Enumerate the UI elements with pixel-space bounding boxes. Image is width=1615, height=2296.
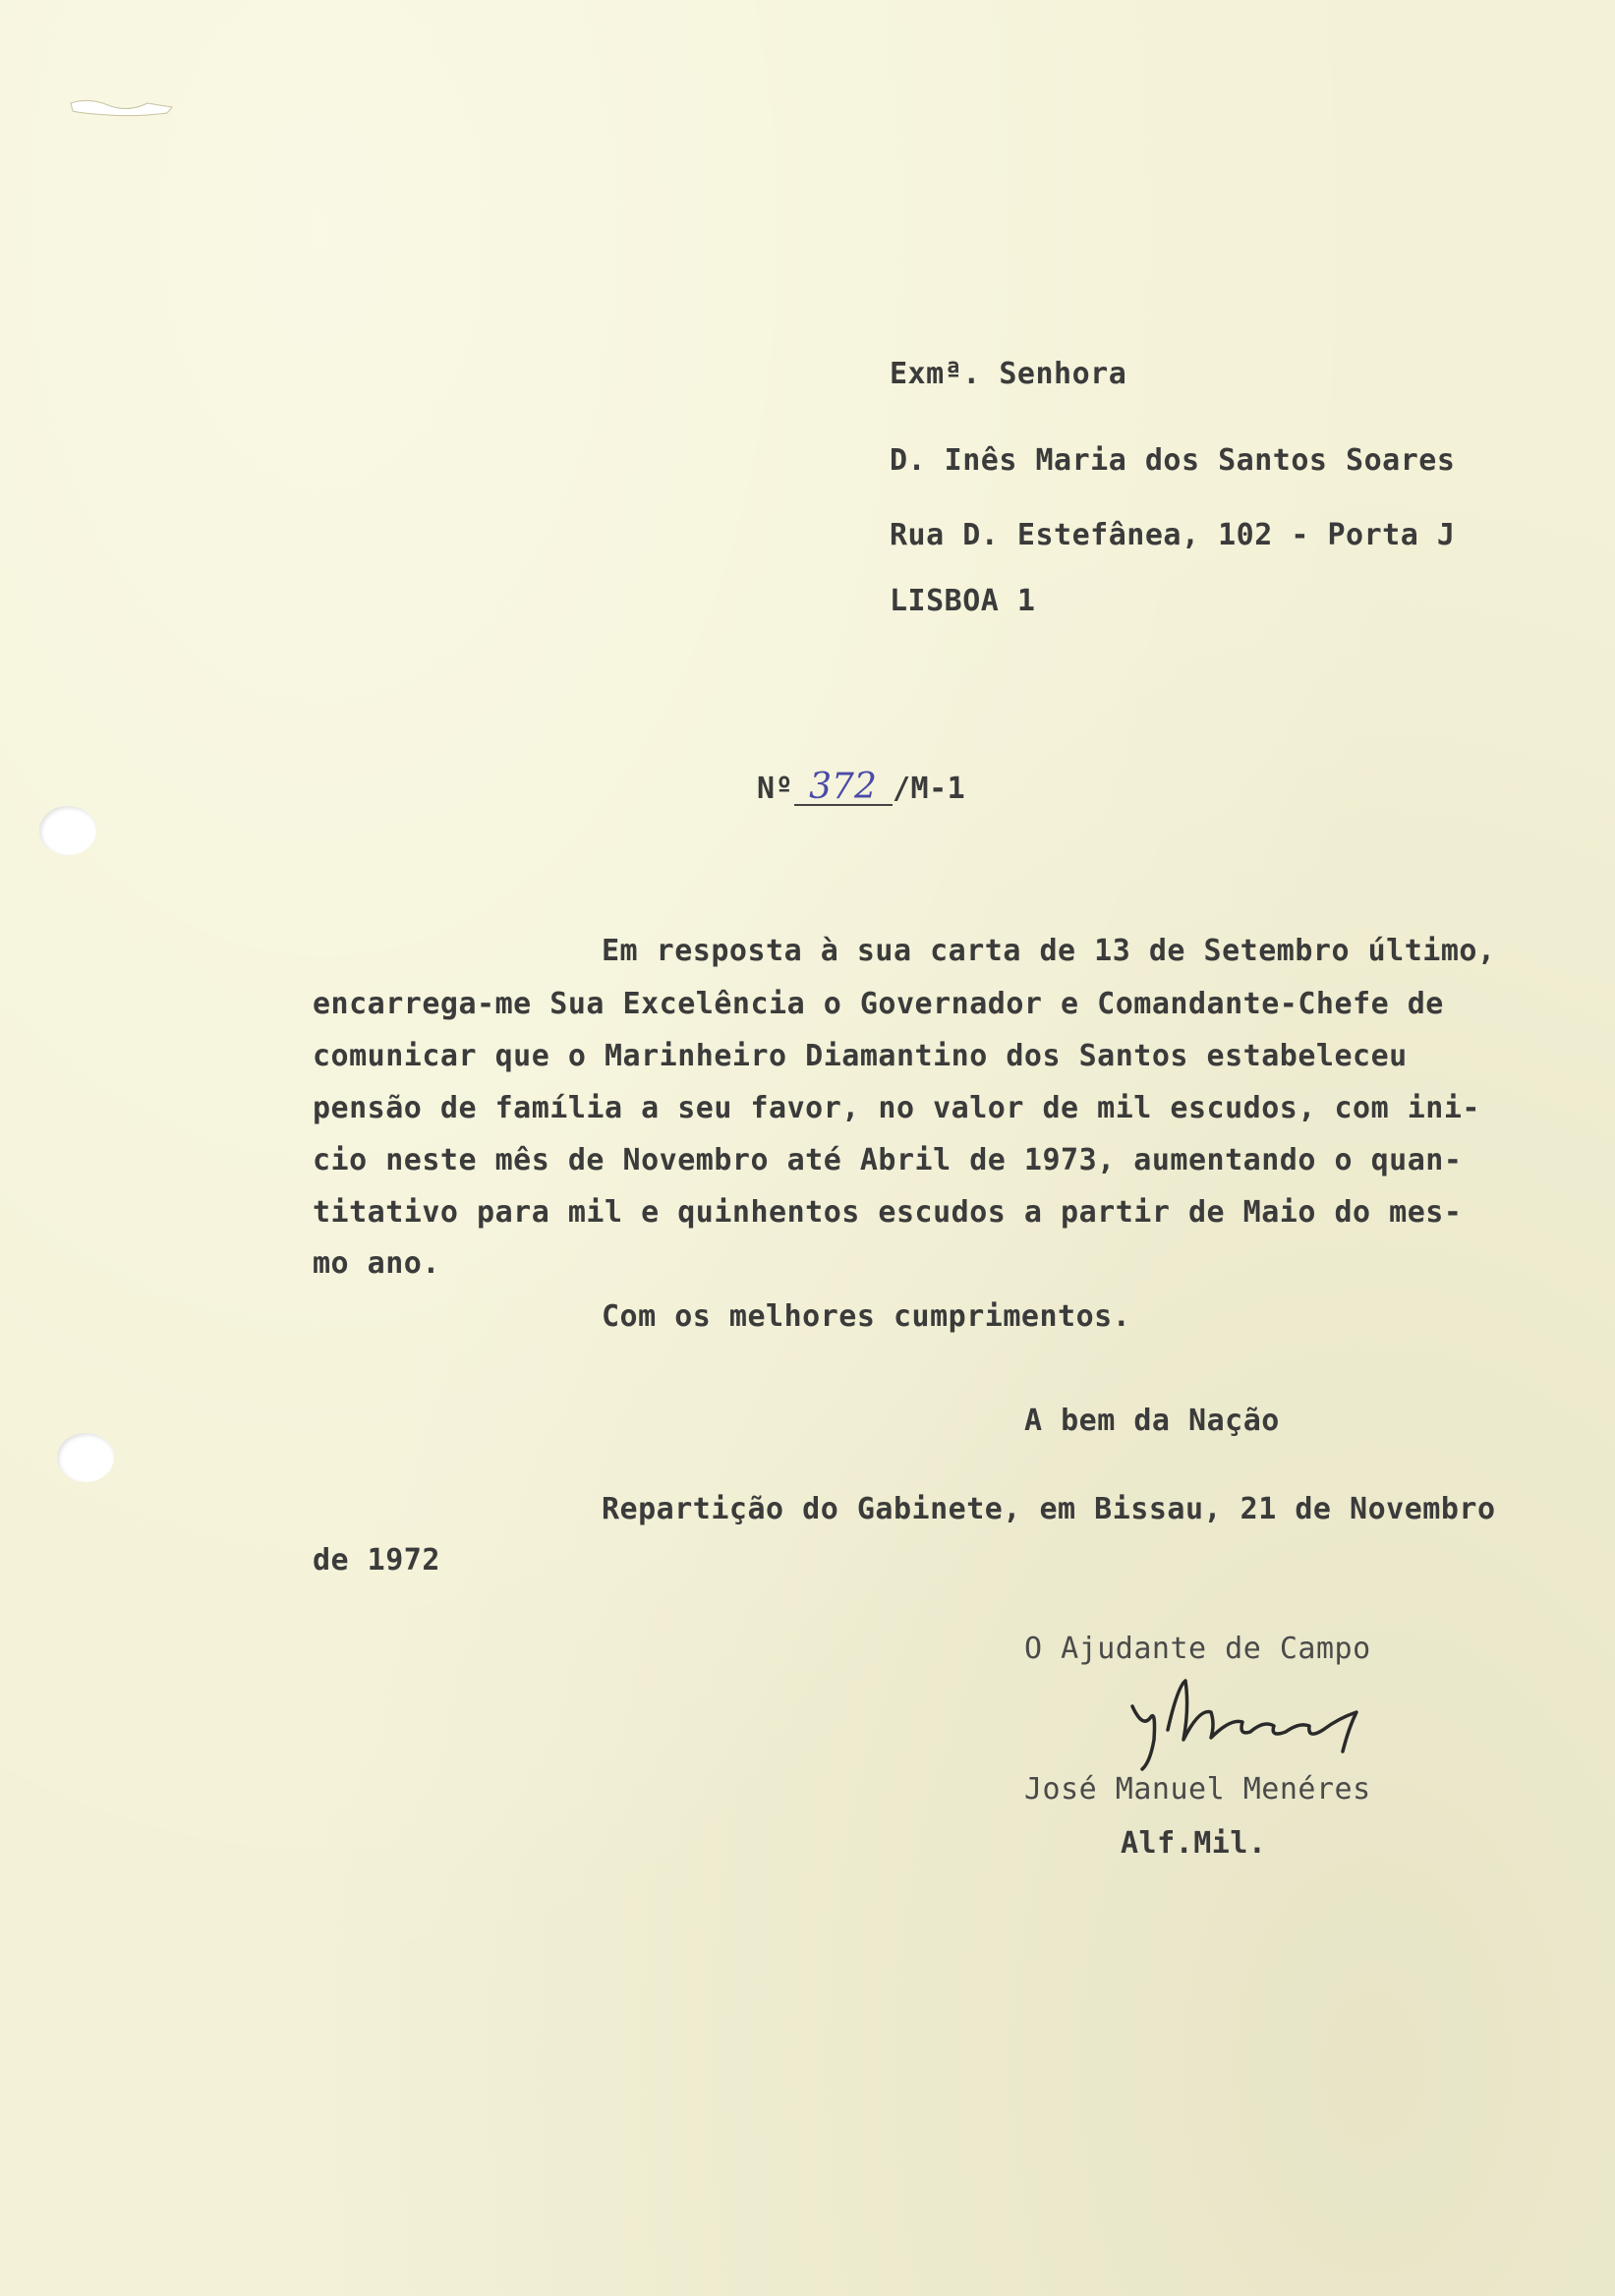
body-line-2: encarrega-me Sua Excelência o Governador e Comandante-Chefe de (313, 987, 1444, 1021)
body-line-6: titativo para mil e quinhentos escudos a partir de Maio do mes- (313, 1195, 1463, 1230)
recipient-name: D. Inês Maria dos Santos Soares (890, 443, 1456, 478)
signatory-role: O Ajudante de Campo (1024, 1632, 1371, 1666)
reference-suffix: /M-1 (893, 772, 966, 806)
recipient-city: LISBOA 1 (890, 584, 1036, 618)
body-line-4: pensão de família a seu favor, no valor de mil escudos, com ini- (313, 1091, 1480, 1125)
motto-line: A bem da Nação (1024, 1404, 1280, 1438)
body-line-1: Em resposta à sua carta de 13 de Setembro último, (602, 934, 1496, 968)
reference-prefix: Nº (757, 772, 794, 806)
punch-hole-top (39, 806, 96, 855)
signatory-rank: Alf.Mil. (1121, 1826, 1267, 1861)
body-line-5: cio neste mês de Novembro até Abril de 1973, aumentando o quan- (313, 1143, 1463, 1177)
body-line-7: mo ano. (313, 1246, 440, 1281)
closing-line: Com os melhores cumprimentos. (602, 1299, 1131, 1334)
place-date-line-1: Repartição do Gabinete, em Bissau, 21 de Novembro (602, 1492, 1496, 1526)
signatory-name: José Manuel Menéres (1024, 1772, 1371, 1807)
reference-number-handwritten: 372 (809, 767, 877, 807)
punch-hole-bottom (57, 1433, 114, 1482)
recipient-salutation: Exmª. Senhora (890, 357, 1127, 391)
place-date-line-2: de 1972 (313, 1543, 440, 1578)
handwritten-signature (1121, 1669, 1376, 1777)
paper-tear-mark (69, 93, 177, 123)
recipient-street: Rua D. Estefânea, 102 - Porta J (890, 518, 1456, 552)
body-line-3: comunicar que o Marinheiro Diamantino dos Santos estabeleceu (313, 1039, 1408, 1073)
reference-underline (794, 804, 893, 806)
